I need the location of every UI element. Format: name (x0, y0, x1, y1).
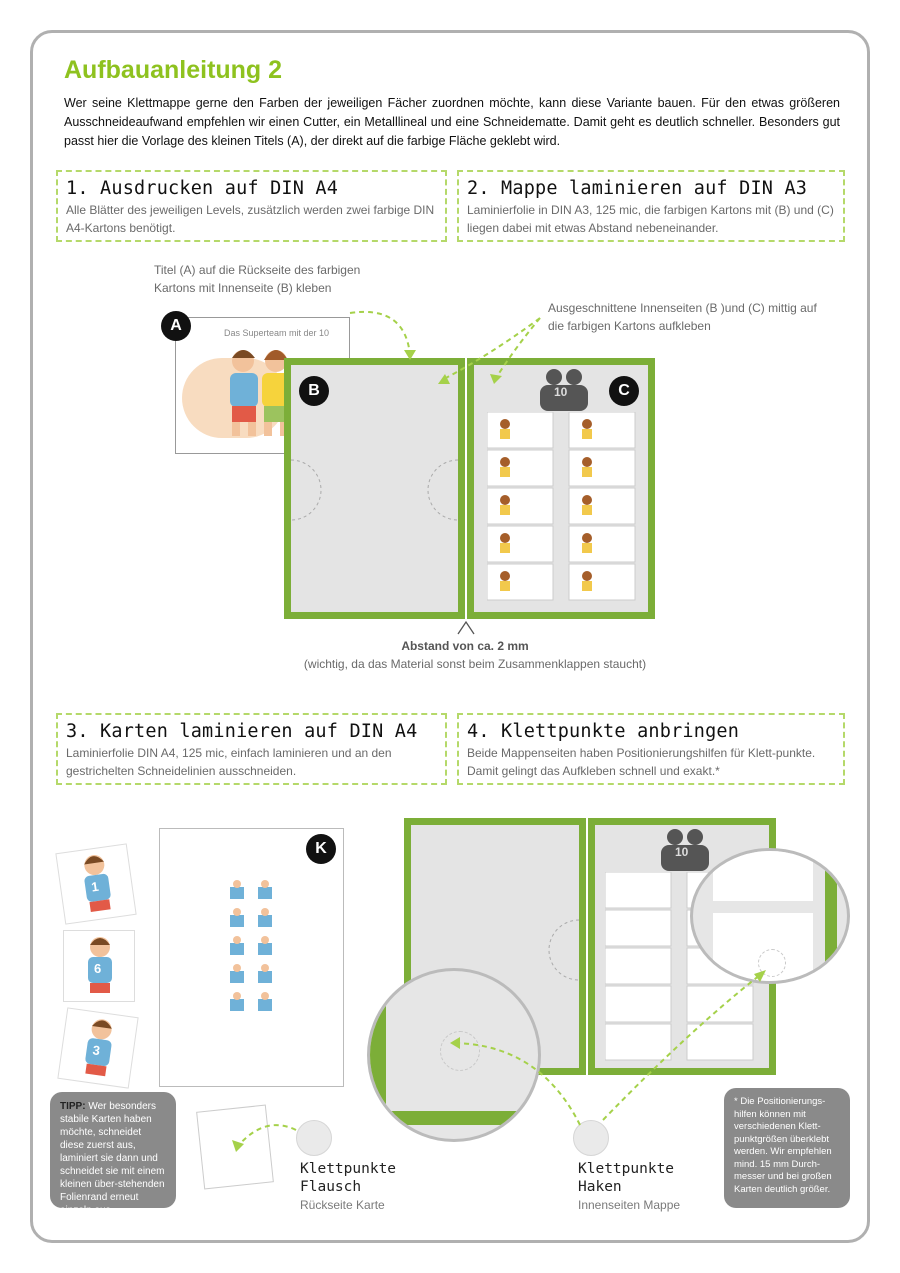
velcro-soft-label: Klettpunkte Flausch (300, 1161, 397, 1195)
gap-note-bold: Abstand von ca. 2 mm (401, 639, 529, 653)
zoom-right-cell-1 (713, 851, 813, 901)
card-back (196, 1105, 274, 1190)
step-3-heading: 3. Karten laminieren auf DIN A4 (66, 721, 418, 742)
zoom-circle-left (367, 968, 541, 1142)
step-3-box (56, 713, 447, 785)
card-sheet-k (159, 828, 344, 1087)
step-3-text: Laminierfolie DIN A4, 125 mic, einfach laminieren und an den gestrichelten Schneidelinien ausschneiden. (66, 746, 392, 778)
velcro-hook-label: Klettpunkte Haken (578, 1161, 675, 1195)
kid-card-6 (63, 930, 135, 1002)
tip-text: Wer besonders stabile Karten haben möchte, schneidet diese zuerst aus, laminiert sie dann und schneidet sie mit einem kleinen über-stehenden Folienrand erneut einzeln aus. (60, 1101, 165, 1216)
step-1-text: Alle Blätter des jeweiligen Levels, zusätzlich werden zwei farbige DIN A4-Kartons benötigt. (66, 203, 435, 235)
zoom-circle-right (690, 848, 850, 984)
folder-number-top: 10 (554, 385, 568, 399)
gap-note: (wichtig, da das Material sonst beim Zusammenklappen staucht) (303, 657, 647, 671)
kid-card-6-number: 6 (94, 961, 102, 976)
page-title: Aufbauanleitung 2 (64, 56, 283, 84)
zoom-left-green-bottom (370, 1111, 538, 1125)
tip-lead: TIPP: (60, 1101, 86, 1112)
note-title-a: Titel (A) auf die Rückseite des farbigen Kartons mit Innenseite (B) kleben (154, 263, 361, 295)
intro-text: Wer seine Klettmappe gerne den Farben der jeweiligen Fächer zuordnen möchte, kann diese Variante bauen. Für den etwas größeren Ausschneideaufwand empfehlen wir einen Cutter, ein Metalllineal und eine Schneidematte. Damit geht es deutlich schneller. Besonders gut passt hier die Vorlage des kleinen Titels (A), der direkt auf die farbige Fläche geklebt wird. (64, 96, 840, 148)
kid-card-1 (55, 843, 136, 924)
badge-b: B (299, 376, 329, 406)
velcro-soft-dot (296, 1120, 332, 1156)
zoom-left-mark (440, 1031, 480, 1071)
card-grid-top (487, 412, 637, 613)
zoom-right-green (825, 851, 837, 981)
velcro-hook-sub: Innenseiten Mappe (578, 1198, 681, 1212)
card-sheet-grid (160, 829, 345, 1088)
note-cut-inner: Ausgeschnittene Innenseiten (B )und (C) mittig auf die farbigen Kartons aufkleben (548, 301, 817, 333)
footnote-box: * Die Positionierungs-hilfen können mit verschiedenen Klett-punktgrößen überklebt werden. Wir empfehlen mind. 15 mm Durch-messer und bei großen Karten deutlich größer. (724, 1088, 850, 1208)
badge-c: C (609, 376, 639, 406)
step-2-heading: 2. Mappe laminieren auf DIN A3 (467, 178, 808, 199)
folder-number-bottom: 10 (675, 845, 689, 859)
velcro-hook-dot (573, 1120, 609, 1156)
velcro-soft-sub: Rückseite Karte (300, 1198, 385, 1212)
card-grid-top-svg (487, 412, 637, 608)
title-card-text: Das Superteam mit der 10 (224, 328, 330, 338)
kid-card-3 (57, 1007, 138, 1088)
step-4-text: Beide Mappenseiten haben Positionierungshilfen für Klett-punkte. Damit gelingt das Aufkleben schnell und exakt.* (467, 746, 816, 778)
badge-a: A (161, 311, 191, 341)
step-2-box (457, 170, 845, 242)
badge-k: K (306, 834, 336, 864)
zoom-right-mark (758, 949, 786, 977)
kid-card-3-number: 3 (91, 1042, 101, 1059)
kid-card-1-number: 1 (90, 878, 100, 895)
tip-box (50, 1092, 176, 1216)
step-2-text: Laminierfolie in DIN A3, 125 mic, die farbigen Kartons mit (B) und (C) liegen dabei mit etwas Abstand nebeneinander. (467, 203, 834, 235)
step-4-heading: 4. Klettpunkte anbringen (467, 721, 740, 742)
step-4-box (457, 713, 845, 785)
step-1-heading: 1. Ausdrucken auf DIN A4 (66, 178, 339, 199)
step-1-box (56, 170, 447, 242)
